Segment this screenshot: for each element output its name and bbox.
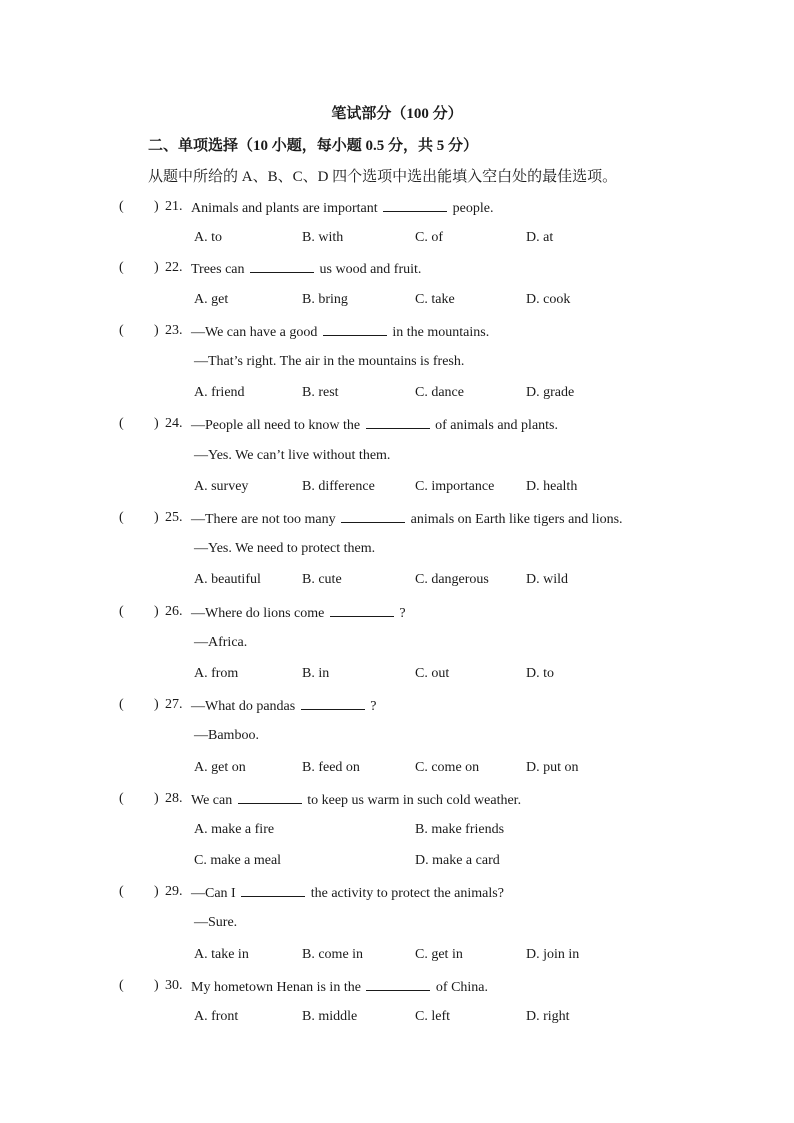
answer-paren-close: )	[154, 323, 159, 338]
stem-text-before: Trees can	[191, 262, 245, 277]
option-a: A. front	[194, 1009, 239, 1024]
option-a: A. make a fire	[194, 822, 275, 837]
question-stem	[194, 913, 237, 933]
stem-text-after: people.	[452, 201, 494, 216]
response-text: —Bamboo.	[194, 728, 259, 743]
stem-text-before: Animals and plants are important	[191, 201, 378, 216]
answer-blank	[366, 976, 430, 991]
option-c: C. dance	[415, 385, 464, 400]
answer-paren-close: )	[154, 604, 159, 619]
question-stem	[194, 539, 375, 559]
question-stem	[191, 258, 421, 280]
answer-blank	[241, 882, 305, 897]
question-22-line-1	[0, 258, 794, 278]
stem-text-after: ?	[370, 699, 377, 714]
option-c: C. make a meal	[194, 853, 282, 868]
option-c: C. take	[415, 292, 455, 307]
answer-paren-open: (	[119, 978, 124, 993]
answer-paren-open: (	[119, 199, 124, 214]
option-a: A. survey	[194, 479, 249, 494]
answer-paren-open: (	[119, 323, 124, 338]
option-d: D. wild	[526, 572, 568, 587]
option-b: B. in	[302, 666, 330, 681]
question-28-options-row-2	[0, 851, 794, 871]
question-number: 30.	[165, 978, 183, 993]
option-d: D. make a card	[415, 853, 500, 868]
answer-blank	[383, 197, 447, 212]
option-a: A. get	[194, 292, 229, 307]
stem-text-before: —What do pandas	[191, 699, 296, 714]
question-stem	[194, 446, 390, 466]
question-number: 28.	[165, 791, 183, 806]
stem-text-after: the activity to protect the animals?	[310, 886, 504, 901]
stem-text-before: My hometown Henan is in the	[191, 980, 361, 995]
question-stem	[191, 695, 376, 717]
answer-paren-open: (	[119, 604, 124, 619]
question-25-options	[0, 570, 794, 590]
question-number: 23.	[165, 323, 183, 338]
stem-text-before: —We can have a good	[191, 325, 318, 340]
answer-paren-close: )	[154, 697, 159, 712]
option-b: B. with	[302, 230, 344, 245]
answer-paren-close: )	[154, 199, 159, 214]
question-26-options	[0, 664, 794, 684]
question-stem	[191, 789, 521, 811]
stem-text-after: of animals and plants.	[435, 418, 559, 433]
answer-paren-open: (	[119, 884, 124, 899]
question-28-line-1	[0, 789, 794, 809]
question-stem	[191, 602, 406, 624]
stem-text-after: to keep us warm in such cold weather.	[307, 793, 522, 808]
question-30-options	[0, 1007, 794, 1027]
question-number: 21.	[165, 199, 183, 214]
question-30-line-1	[0, 976, 794, 996]
option-d: D. join in	[526, 947, 580, 962]
question-stem	[194, 726, 259, 746]
answer-blank	[330, 602, 394, 617]
page-title: 笔试部分（100 分）	[331, 106, 463, 122]
option-b: B. feed on	[302, 760, 360, 775]
option-c: C. come on	[415, 760, 480, 775]
question-26-line-1	[0, 602, 794, 622]
question-stem	[194, 352, 464, 372]
section-heading: 二、单项选择（10 小题，每小题 0.5 分，共 5 分）	[148, 138, 479, 154]
option-a: A. get on	[194, 760, 246, 775]
question-stem	[191, 882, 504, 904]
question-23-options	[0, 383, 794, 403]
option-b: B. rest	[302, 385, 339, 400]
option-b: B. come in	[302, 947, 364, 962]
answer-paren-open: (	[119, 416, 124, 431]
response-text: —That’s right. The air in the mountains is fresh.	[194, 354, 465, 369]
question-27-line-1	[0, 695, 794, 715]
response-text: —Africa.	[194, 635, 248, 650]
option-b: B. make friends	[415, 822, 505, 837]
question-number: 27.	[165, 697, 183, 712]
option-d: D. grade	[526, 385, 575, 400]
answer-paren-close: )	[154, 260, 159, 275]
option-a: A. take in	[194, 947, 249, 962]
stem-text-after: of China.	[435, 980, 489, 995]
stem-text-before: —People all need to know the	[191, 418, 361, 433]
stem-text-after: us wood and fruit.	[319, 262, 422, 277]
option-c: C. get in	[415, 947, 463, 962]
question-stem	[194, 633, 247, 653]
answer-blank	[341, 508, 405, 523]
option-d: D. at	[526, 230, 554, 245]
question-25-line-2	[0, 539, 794, 559]
option-a: A. beautiful	[194, 572, 261, 587]
question-21-options	[0, 228, 794, 248]
question-24-options	[0, 477, 794, 497]
answer-paren-close: )	[154, 978, 159, 993]
question-stem	[191, 321, 489, 343]
answer-paren-close: )	[154, 791, 159, 806]
question-number: 22.	[165, 260, 183, 275]
stem-text-before: —Where do lions come	[191, 606, 325, 621]
question-22-options	[0, 290, 794, 310]
question-stem	[191, 508, 623, 530]
option-d: D. to	[526, 666, 554, 681]
option-b: B. difference	[302, 479, 375, 494]
stem-text-before: —There are not too many	[191, 512, 336, 527]
question-23-line-1	[0, 321, 794, 341]
question-27-line-2	[0, 726, 794, 746]
option-d: D. health	[526, 479, 578, 494]
option-c: C. importance	[415, 479, 495, 494]
question-27-options	[0, 758, 794, 778]
stem-text-after: ?	[399, 606, 406, 621]
answer-blank	[366, 414, 430, 429]
question-29-line-2	[0, 913, 794, 933]
question-stem	[191, 976, 488, 998]
question-number: 29.	[165, 884, 183, 899]
question-number: 24.	[165, 416, 183, 431]
question-23-line-2	[0, 352, 794, 372]
answer-paren-close: )	[154, 416, 159, 431]
question-24-line-1	[0, 414, 794, 434]
option-b: B. cute	[302, 572, 342, 587]
option-c: C. left	[415, 1009, 450, 1024]
option-b: B. bring	[302, 292, 348, 307]
option-a: A. friend	[194, 385, 245, 400]
option-a: A. from	[194, 666, 239, 681]
response-text: —Yes. We can’t live without them.	[194, 448, 391, 463]
option-b: B. middle	[302, 1009, 358, 1024]
question-stem	[191, 414, 558, 436]
option-d: D. right	[526, 1009, 570, 1024]
answer-paren-open: (	[119, 697, 124, 712]
answer-blank	[323, 321, 387, 336]
question-25-line-1	[0, 508, 794, 528]
question-26-line-2	[0, 633, 794, 653]
question-24-line-2	[0, 446, 794, 466]
question-21-line-1	[0, 197, 794, 217]
question-29-options	[0, 945, 794, 965]
stem-text-before: —Can I	[191, 886, 236, 901]
option-d: D. cook	[526, 292, 571, 307]
instructions: 从题中所给的 A、B、C、D 四个选项中选出能填入空白处的最佳选项。	[148, 169, 618, 185]
stem-text-after: animals on Earth like tigers and lions.	[410, 512, 623, 527]
question-number: 26.	[165, 604, 183, 619]
answer-blank	[250, 258, 314, 273]
answer-paren-close: )	[154, 884, 159, 899]
question-stem	[191, 197, 493, 219]
answer-paren-open: (	[119, 510, 124, 525]
stem-text-after: in the mountains.	[392, 325, 490, 340]
question-28-options-row-1	[0, 820, 794, 840]
option-a: A. to	[194, 230, 222, 245]
option-c: C. dangerous	[415, 572, 489, 587]
answer-paren-open: (	[119, 791, 124, 806]
answer-paren-open: (	[119, 260, 124, 275]
option-c: C. out	[415, 666, 450, 681]
response-text: —Yes. We need to protect them.	[194, 541, 376, 556]
response-text: —Sure.	[194, 915, 238, 930]
option-d: D. put on	[526, 760, 579, 775]
question-29-line-1	[0, 882, 794, 902]
answer-blank	[238, 789, 302, 804]
answer-blank	[301, 695, 365, 710]
question-number: 25.	[165, 510, 183, 525]
answer-paren-close: )	[154, 510, 159, 525]
option-c: C. of	[415, 230, 443, 245]
stem-text-before: We can	[191, 793, 233, 808]
